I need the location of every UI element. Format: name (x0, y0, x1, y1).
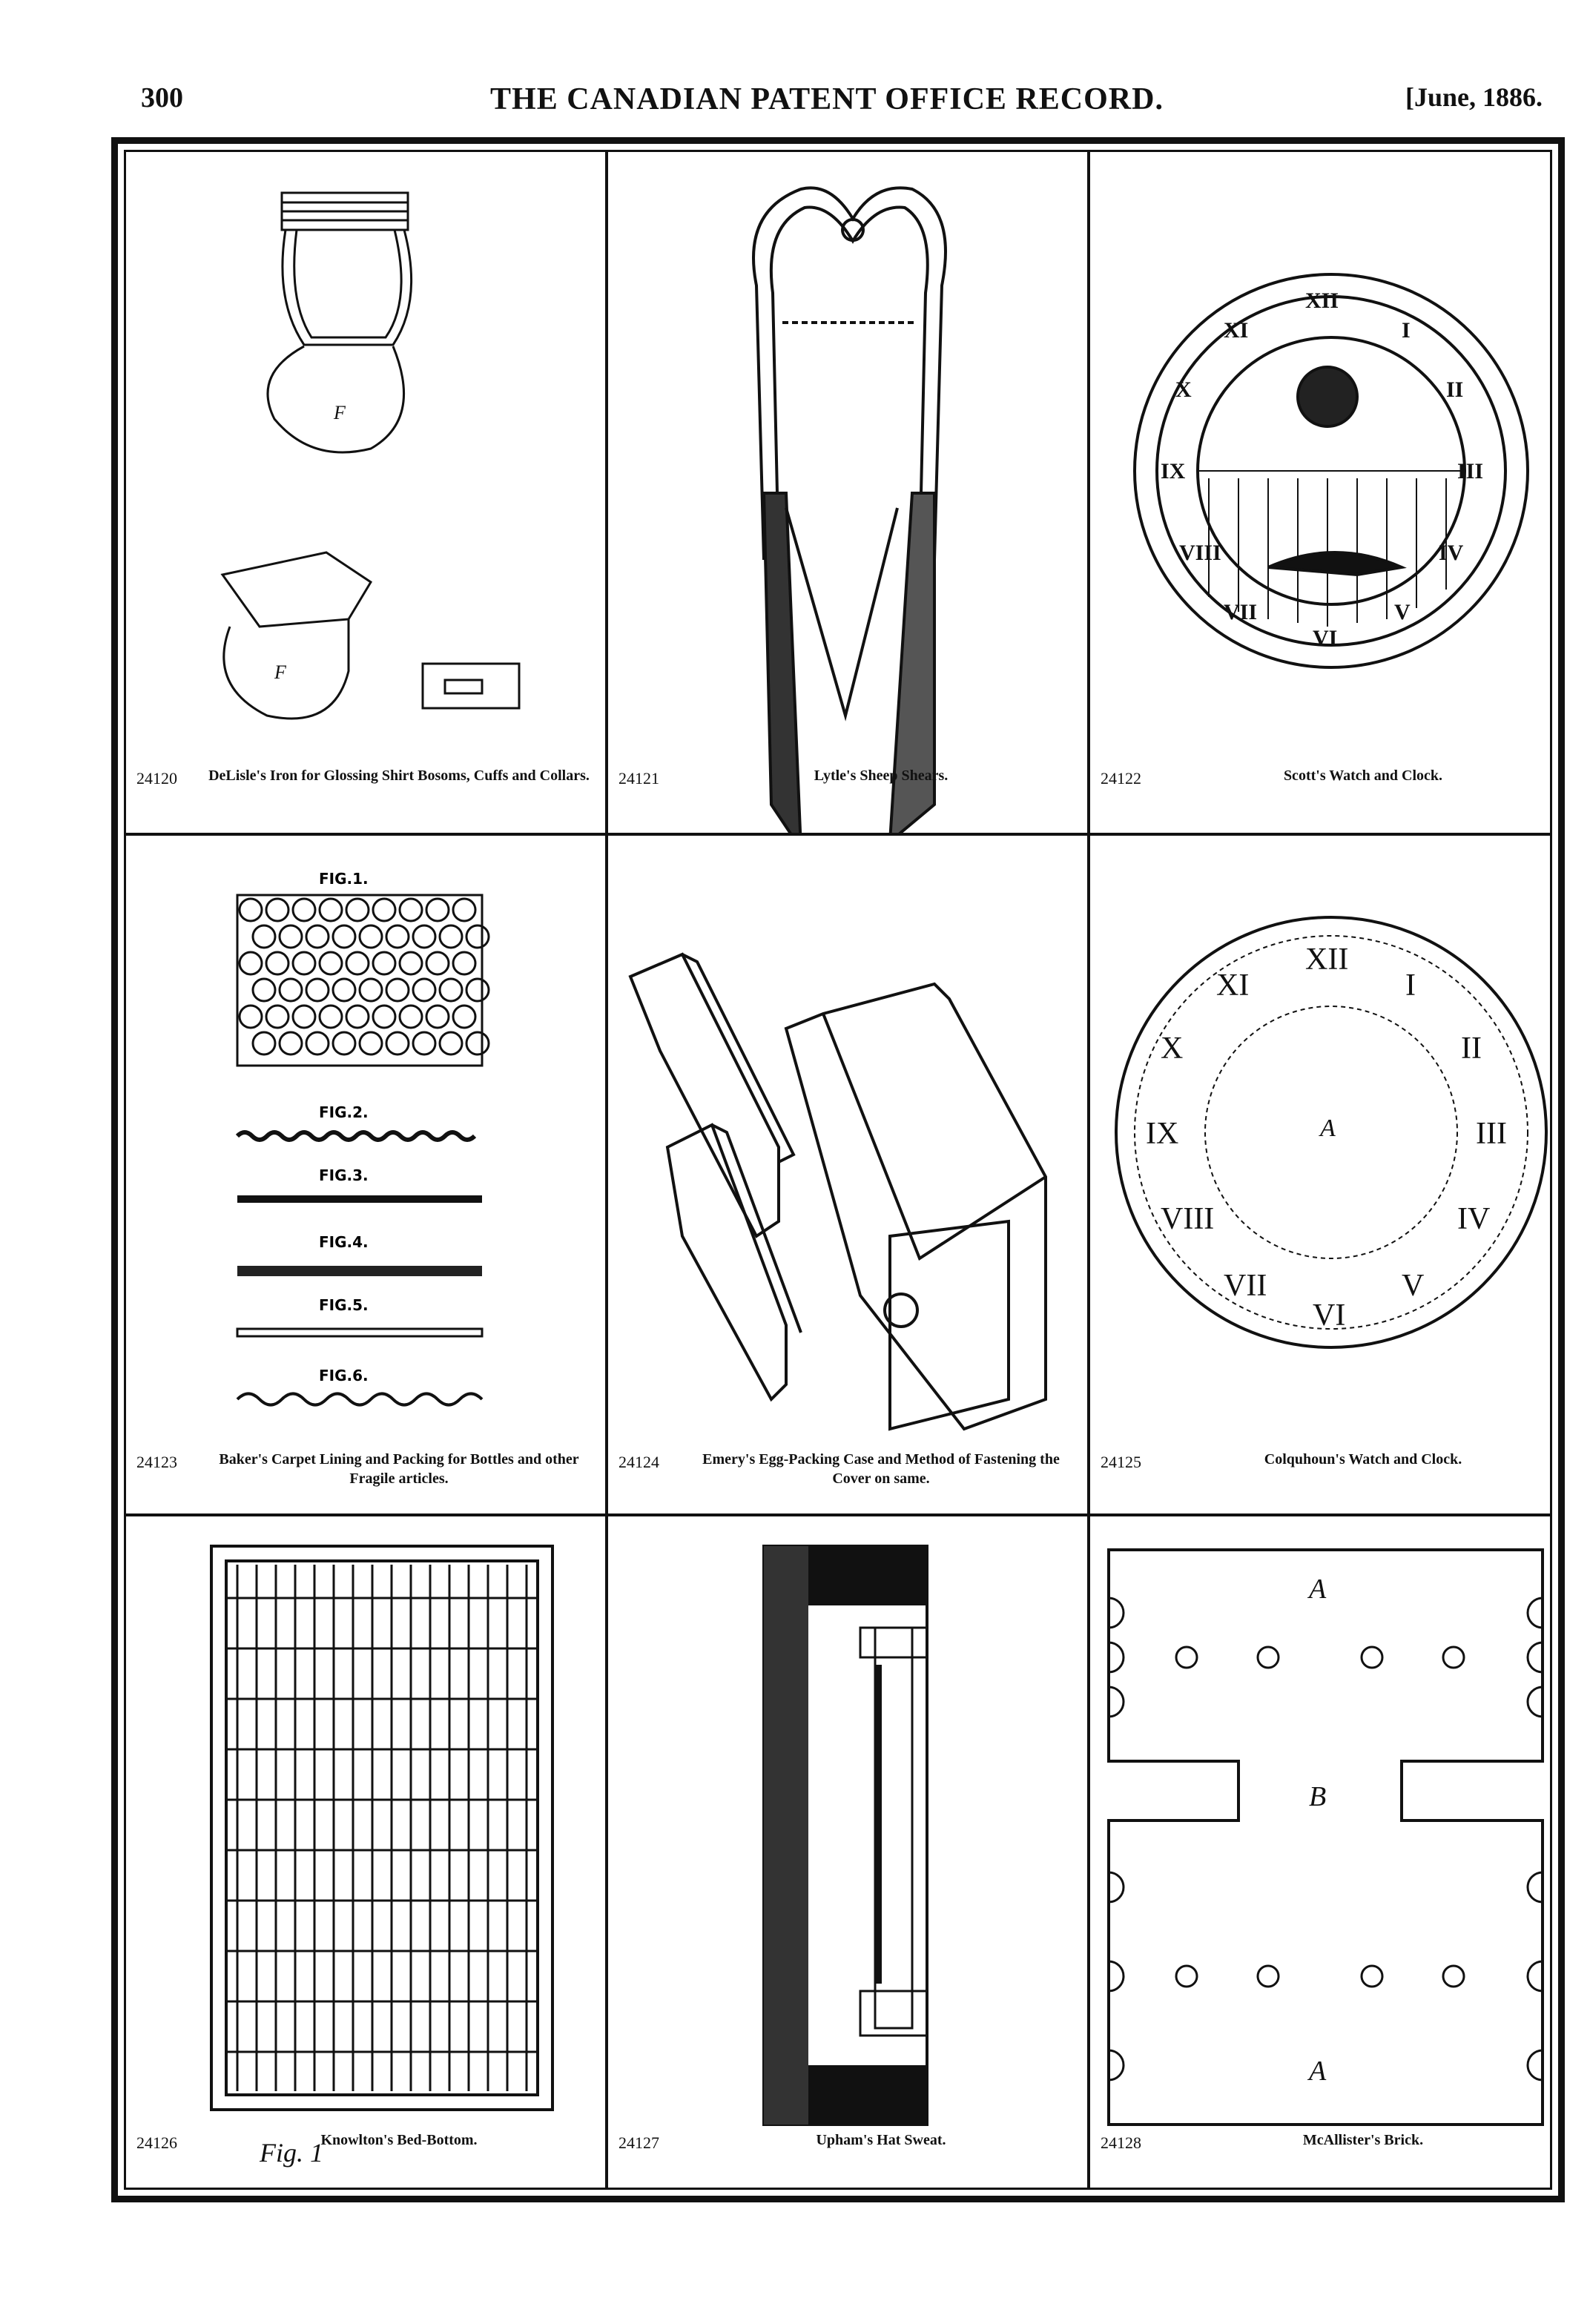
bubble-cell (373, 899, 395, 921)
patent-caption (1101, 1450, 1559, 1502)
patent-caption (136, 766, 595, 818)
bubble-cell (293, 952, 315, 974)
bubble-cell (266, 899, 288, 921)
bubble-cell (386, 979, 409, 1001)
svg-text:XI: XI (1224, 318, 1249, 343)
bubble-cell (453, 952, 475, 974)
bubble-cell (400, 952, 422, 974)
hat-sweat-illustration (608, 1516, 1087, 2197)
plate-inner-border (124, 150, 1552, 2190)
svg-text:IX: IX (1146, 1117, 1179, 1151)
bubble-cell (453, 1006, 475, 1028)
fig-label: FIG.5. (319, 1296, 369, 1314)
bubble-cell (293, 1006, 315, 1028)
iron-illustration (126, 152, 605, 833)
patent-number: 24128 (1101, 2133, 1141, 2152)
patent-caption (618, 766, 1077, 818)
bubble-cell (426, 952, 449, 974)
carpet-lining-illustration (126, 836, 605, 1516)
bubble-cell (440, 925, 462, 948)
svg-text:XII: XII (1305, 943, 1349, 977)
svg-text:F: F (334, 402, 346, 423)
svg-text:II: II (1446, 377, 1464, 402)
shears-illustration (608, 152, 1087, 833)
watch-illustration (1090, 152, 1569, 833)
bubble-cell (346, 1006, 369, 1028)
patent-cell-24121 (608, 152, 1087, 833)
bubble-cell (413, 979, 435, 1001)
svg-text:A: A (1320, 1115, 1336, 1142)
svg-text:V: V (1394, 600, 1411, 624)
bubble-cell (333, 1032, 355, 1054)
svg-text:VII: VII (1224, 600, 1258, 624)
svg-text:B: B (1309, 1781, 1327, 1812)
patent-cell-24126 (126, 1516, 605, 2197)
bubble-cell (320, 952, 342, 974)
patent-number: 24125 (1101, 1453, 1141, 1471)
svg-text:VII: VII (1224, 1269, 1267, 1303)
patent-cell-24125 (1090, 836, 1569, 1516)
patent-number: 24124 (618, 1453, 659, 1471)
bubble-cell (253, 925, 275, 948)
bubble-cell (400, 1006, 422, 1028)
bubble-cell (426, 899, 449, 921)
svg-text:XII: XII (1305, 288, 1339, 313)
bubble-cell (293, 899, 315, 921)
bubble-cell (306, 1032, 329, 1054)
patent-cell-24120 (126, 152, 605, 833)
bubble-cell (346, 899, 369, 921)
bubble-cell (360, 925, 382, 948)
patent-number: 24121 (618, 769, 659, 788)
bubble-cell (426, 1006, 449, 1028)
bubble-cell (346, 952, 369, 974)
patent-number: 24127 (618, 2133, 659, 2152)
bubble-cell (466, 925, 489, 948)
patent-title: Lytle's Sheep Shears. (814, 767, 949, 784)
brick-illustration (1090, 1516, 1569, 2197)
patent-title: Upham's Hat Sweat. (816, 2132, 946, 2148)
svg-text:IV: IV (1457, 1202, 1491, 1236)
svg-text:VI: VI (1313, 1298, 1346, 1333)
fig-label: FIG.6. (319, 1367, 369, 1384)
bubble-cell (453, 899, 475, 921)
patent-cell-24124 (608, 836, 1087, 1516)
svg-text:XI: XI (1216, 968, 1250, 1003)
fig-label: FIG.4. (319, 1233, 369, 1251)
svg-text:V: V (1402, 1269, 1425, 1303)
bubble-cell (386, 925, 409, 948)
bubble-cell (466, 979, 489, 1001)
bubble-cell (440, 979, 462, 1001)
patent-cell-24127 (608, 1516, 1087, 2197)
patent-title: McAllister's Brick. (1302, 2132, 1424, 2148)
svg-text:A: A (1309, 1574, 1327, 1605)
bubble-cell (253, 979, 275, 1001)
patent-caption (1101, 766, 1559, 818)
bubble-cell (320, 899, 342, 921)
svg-text:X: X (1161, 1031, 1184, 1066)
bubble-cell (466, 1032, 489, 1054)
bubble-cell (400, 899, 422, 921)
patent-caption (136, 1450, 595, 1502)
patent-number: 24120 (136, 769, 177, 788)
bubble-cell (360, 979, 382, 1001)
svg-text:IV: IV (1439, 541, 1464, 565)
patent-caption (1101, 2130, 1559, 2182)
patent-title: Colquhoun's Watch and Clock. (1264, 1451, 1462, 1468)
patent-cell-24122 (1090, 152, 1569, 833)
bubble-cell (440, 1032, 462, 1054)
svg-text:F: F (274, 661, 286, 683)
patent-title: Knowlton's Bed-Bottom. (320, 2132, 478, 2148)
bubble-cell (253, 1032, 275, 1054)
fig-label: FIG.1. (319, 870, 369, 888)
bubble-cell (266, 952, 288, 974)
fig-label: FIG.2. (319, 1103, 369, 1121)
bubble-cell (320, 1006, 342, 1028)
page-header (111, 82, 1543, 133)
patent-title: Scott's Watch and Clock. (1283, 767, 1443, 784)
patent-title: DeLisle's Iron for Glossing Shirt Bosoms, Cuffs and Collars. (208, 767, 590, 784)
svg-text:VIII: VIII (1161, 1202, 1215, 1236)
svg-text:III: III (1476, 1117, 1507, 1151)
bubble-cell (333, 925, 355, 948)
fig-label: Fig. 1 (260, 2138, 323, 2168)
bubble-cell (386, 1032, 409, 1054)
patent-number: 24122 (1101, 769, 1141, 788)
egg-case-illustration (608, 836, 1087, 1516)
bubble-cell (240, 952, 262, 974)
bubble-cell (360, 1032, 382, 1054)
bubble-cell (240, 899, 262, 921)
bubble-cell (280, 925, 302, 948)
patent-caption (136, 2130, 595, 2182)
svg-text:II: II (1461, 1031, 1482, 1066)
patent-title: Emery's Egg-Packing Case and Method of Fastening the Cover on same. (702, 1451, 1060, 1487)
svg-text:IX: IX (1161, 459, 1186, 483)
bed-bottom-illustration (126, 1516, 605, 2197)
bubble-cell (240, 1006, 262, 1028)
svg-text:VI: VI (1313, 626, 1338, 650)
patent-title: Baker's Carpet Lining and Packing for Bottles and other Fragile articles. (219, 1451, 579, 1487)
clock-dial-illustration (1090, 836, 1569, 1516)
patent-caption (618, 1450, 1077, 1502)
bubble-cell (280, 1032, 302, 1054)
bubble-cell (373, 952, 395, 974)
bubble-cell (373, 1006, 395, 1028)
bubble-cell (306, 979, 329, 1001)
patent-number: 24123 (136, 1453, 177, 1471)
svg-text:X: X (1175, 377, 1192, 402)
bubble-cell (280, 979, 302, 1001)
bubble-cell (413, 1032, 435, 1054)
page-number: 300 (141, 82, 183, 113)
bubble-cell (266, 1006, 288, 1028)
bubble-cell (413, 925, 435, 948)
patent-plate (111, 137, 1565, 2202)
patent-caption (618, 2130, 1077, 2182)
svg-text:III: III (1457, 459, 1484, 483)
publication-title: THE CANADIAN PATENT OFFICE RECORD. (490, 82, 1164, 116)
bubble-cell (333, 979, 355, 1001)
fig-label: FIG.3. (319, 1166, 369, 1184)
svg-text:I: I (1402, 318, 1411, 343)
bubble-cell (306, 925, 329, 948)
patent-cell-24123 (126, 836, 605, 1516)
patent-number: 24126 (136, 2133, 177, 2152)
patent-cell-24128 (1090, 1516, 1569, 2197)
svg-text:A: A (1309, 2056, 1327, 2087)
svg-text:I: I (1405, 968, 1416, 1003)
issue-date: [June, 1886. (1405, 82, 1543, 112)
svg-text:VIII: VIII (1179, 541, 1221, 565)
